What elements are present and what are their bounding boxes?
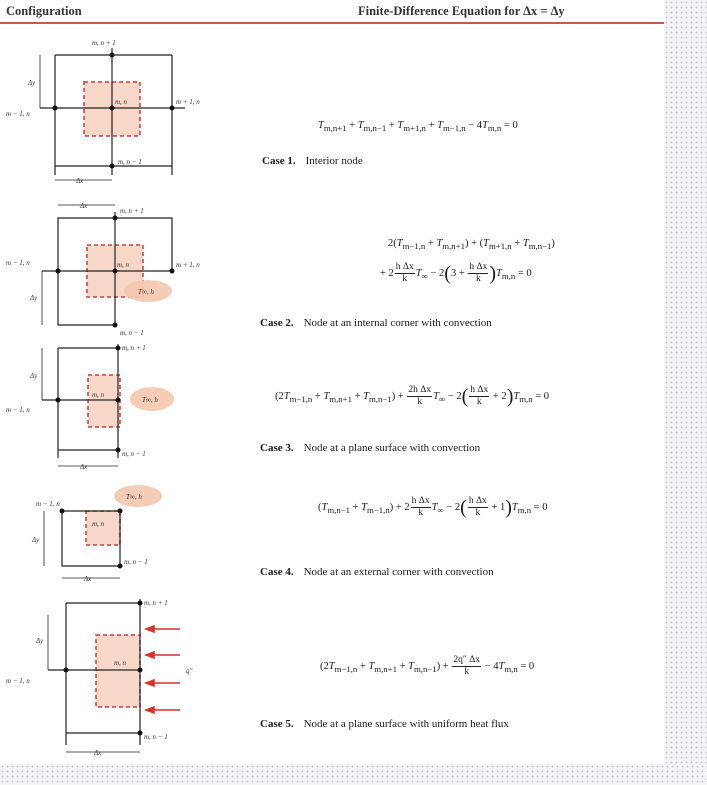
case1-equation: $T_{m,n+1} + T_{m,n-1} + T_{m+1,n} + T_{m-1,n} - 4T_{m,n} = 0$ bbox=[318, 120, 518, 134]
svg-text:q″: q″ bbox=[186, 667, 193, 675]
label-dy: Δy bbox=[28, 79, 36, 87]
svg-text:T∞, h: T∞, h bbox=[142, 396, 158, 404]
svg-text:Δx: Δx bbox=[80, 202, 88, 210]
svg-text:m, n + 1: m, n + 1 bbox=[144, 599, 168, 607]
equation-header: Finite-Difference Equation for Δx = Δy bbox=[358, 4, 565, 18]
label-dx: Δx bbox=[76, 177, 84, 185]
label-top: m, n + 1 bbox=[92, 39, 116, 47]
header-rule bbox=[0, 22, 664, 24]
case4-label: Case 4. Node at an external corner with convection bbox=[260, 566, 494, 578]
case1-diagram bbox=[0, 30, 240, 190]
case4-diagram bbox=[0, 478, 240, 588]
svg-text:m − 1, n: m − 1, n bbox=[36, 500, 60, 508]
case2-equation-line1: $2(T_{m-1,n} + T_{m,n+1}) + (T_{m+1,n} + T_{m,n-1})$ bbox=[388, 238, 555, 252]
svg-text:Δy: Δy bbox=[30, 372, 38, 380]
case2-label: Case 2. Node at an internal corner with convection bbox=[260, 317, 492, 329]
case5-diagram bbox=[0, 595, 240, 760]
case2-equation-line2: + 2 $\frac{\text{h Δx}}{k}$ $T_\infty - 2(3$ + $\frac{\text{h Δx}}{k}$ )$T_{m,n} = 0$ bbox=[380, 262, 532, 285]
svg-text:Δy: Δy bbox=[36, 637, 44, 645]
svg-text:m, n: m, n bbox=[92, 520, 105, 528]
configuration-header: Configuration bbox=[6, 4, 82, 18]
case2-diagram bbox=[0, 195, 240, 340]
svg-text:m, n − 1: m, n − 1 bbox=[144, 733, 168, 741]
svg-text:Δx: Δx bbox=[94, 749, 102, 757]
svg-text:m − 1, n: m − 1, n bbox=[6, 406, 30, 414]
svg-text:T∞, h: T∞, h bbox=[138, 288, 154, 296]
case5-label: Case 5. Node at a plane surface with uniform heat flux bbox=[260, 718, 509, 730]
case4-equation: $(T_{m,n-1} + T_{m-1,n}) + 2$ $\frac{\text{h Δx}}{k}$ $T_\infty - 2$( $\frac{\text{h Δx}}{k}$ + $1)T_{m,n} = 0$ bbox=[318, 496, 548, 519]
svg-text:m − 1, n: m − 1, n bbox=[6, 677, 30, 685]
case5-equation: $(2T_{m-1,n} + T_{m,n+1} + T_{m,n-1})$ + $\frac{2q'' \Delta x}{k}$ − $4T_{m,n} = 0$ bbox=[320, 655, 535, 677]
dotted-background-bottom bbox=[0, 764, 707, 785]
svg-text:m, n − 1: m, n − 1 bbox=[124, 558, 148, 566]
case3-equation: $(2T_{m-1,n} + T_{m,n+1} + T_{m,n-1})$ + $\frac{\text{2h Δx}}{k}$ $T_\infty - 2$( $\frac{\text{h Δx}}{k}$ + $2)T_{m,n} = 0$ bbox=[275, 385, 549, 408]
label-right: m + 1, n bbox=[176, 98, 200, 106]
svg-text:m, n − 1: m, n − 1 bbox=[122, 450, 146, 458]
label-center: m, n bbox=[115, 98, 128, 106]
svg-text:Δx: Δx bbox=[84, 575, 92, 583]
svg-text:Δy: Δy bbox=[30, 294, 38, 302]
svg-text:T∞, h: T∞, h bbox=[126, 493, 142, 501]
svg-text:m, n + 1: m, n + 1 bbox=[122, 344, 146, 352]
case3-diagram bbox=[0, 340, 240, 475]
svg-text:m, n: m, n bbox=[92, 391, 105, 399]
label-left: m − 1, n bbox=[6, 110, 30, 118]
svg-text:m − 1, n: m − 1, n bbox=[6, 259, 30, 267]
case1-label: Case 1. Interior node bbox=[262, 155, 363, 167]
dotted-background-right bbox=[664, 0, 707, 785]
case3-label: Case 3. Node at a plane surface with convection bbox=[260, 442, 481, 454]
svg-text:Δx: Δx bbox=[80, 463, 88, 471]
svg-text:m, n + 1: m, n + 1 bbox=[120, 207, 144, 215]
svg-text:m + 1, n: m + 1, n bbox=[176, 261, 200, 269]
svg-text:m, n: m, n bbox=[117, 261, 130, 269]
label-bottom: m, n − 1 bbox=[118, 158, 142, 166]
svg-text:Δy: Δy bbox=[32, 536, 40, 544]
svg-text:m, n: m, n bbox=[114, 659, 127, 667]
svg-text:m, n − 1: m, n − 1 bbox=[120, 329, 144, 337]
